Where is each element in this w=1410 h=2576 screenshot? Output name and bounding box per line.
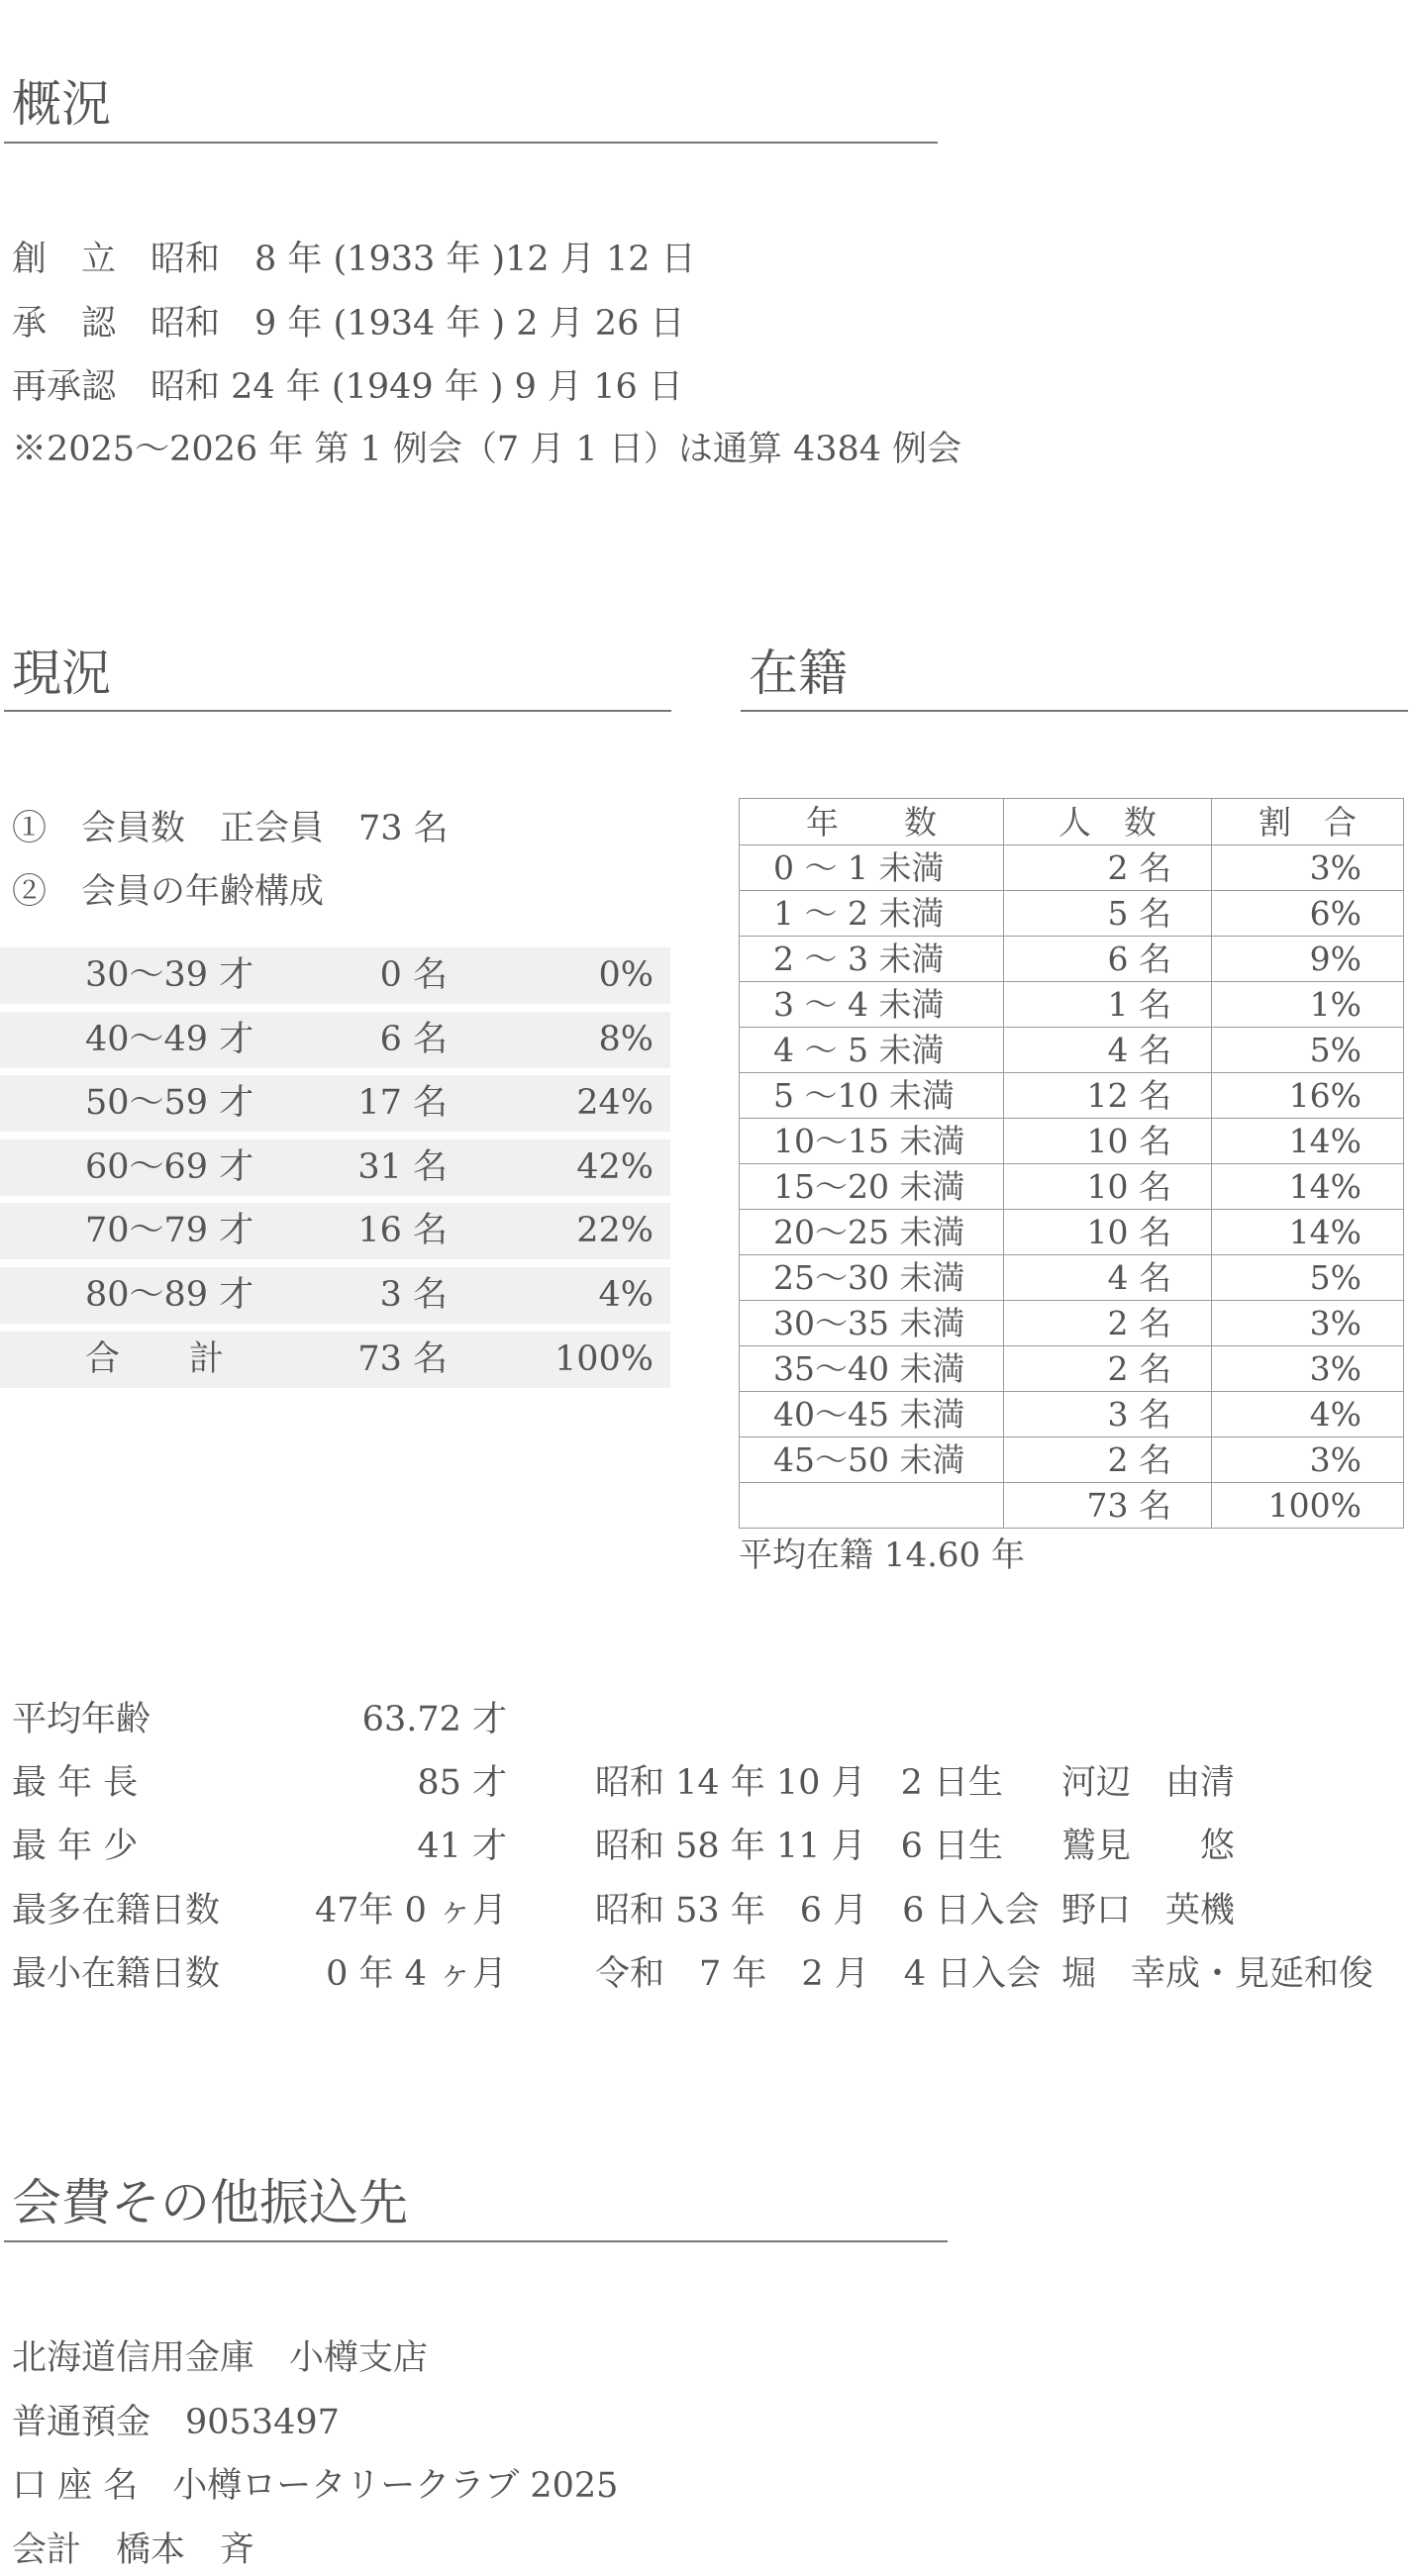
cell-years: 10～15 未満	[740, 1119, 1004, 1164]
tenure-table	[739, 798, 1404, 1529]
col-header-count: 人 数	[1004, 799, 1212, 845]
cell-years: 2 ～ 3 未満	[740, 937, 1004, 982]
cell-years: 3 ～ 4 未満	[740, 982, 1004, 1028]
age-row	[0, 1203, 670, 1259]
avg-age-value: 63.72 才	[361, 1700, 507, 1739]
table-row	[740, 1028, 1404, 1073]
age-count: 17 名	[357, 1083, 448, 1123]
cell-pct: 5%	[1212, 1028, 1404, 1073]
age-pct: 0%	[598, 955, 654, 995]
age-pct: 22%	[576, 1211, 654, 1250]
col-header-pct: 割 合	[1212, 799, 1404, 845]
cell-years: 4 ～ 5 未満	[740, 1028, 1004, 1073]
status-title: 現況	[12, 644, 111, 702]
age-pct: 24%	[576, 1083, 654, 1123]
cell-pct: 3%	[1212, 1301, 1404, 1346]
youngest-name: 鷲見 悠	[1061, 1827, 1236, 1866]
max-tenure-value: 47年 0 ヶ月	[314, 1891, 507, 1931]
cell-years: 25～30 未満	[740, 1255, 1004, 1301]
min-tenure-value: 0 年 4 ヶ月	[326, 1954, 507, 1994]
cell-count: 2 名	[1004, 1437, 1212, 1483]
overview-title-rule	[4, 142, 938, 144]
avg-age-label: 平均年齢	[12, 1700, 151, 1739]
overview-line-approved: 承 認 昭和 9 年 (1934 年 ) 2 月 26 日	[12, 304, 685, 344]
cell-years: 0 ～ 1 未満	[740, 845, 1004, 891]
cell-years: 1 ～ 2 未満	[740, 891, 1004, 937]
min-tenure-date: 令和 7 年 2 月 4 日入会	[595, 1954, 1042, 1994]
cell-years: 30～35 未満	[740, 1301, 1004, 1346]
payment-account-number: 普通預金 9053497	[12, 2403, 340, 2442]
age-total-label: 合 計	[85, 1339, 225, 1379]
cell-pct: 5%	[1212, 1255, 1404, 1301]
cell-count: 2 名	[1004, 1301, 1212, 1346]
youngest-date: 昭和 58 年 11 月 6 日生	[595, 1827, 1003, 1866]
table-row	[740, 1164, 1404, 1210]
cell-count: 3 名	[1004, 1392, 1212, 1437]
cell-count: 10 名	[1004, 1210, 1212, 1255]
age-count: 6 名	[379, 1020, 448, 1059]
age-total-count: 73 名	[357, 1339, 448, 1379]
age-pct: 4%	[598, 1275, 654, 1315]
age-range: 60～69 才	[85, 1147, 254, 1187]
table-row	[740, 1392, 1404, 1437]
table-row	[740, 1073, 1404, 1119]
overview-line-founded: 創 立 昭和 8 年 (1933 年 )12 月 12 日	[12, 240, 696, 279]
cell-count: 2 名	[1004, 1346, 1212, 1392]
age-pct: 42%	[576, 1147, 654, 1187]
table-row	[740, 1255, 1404, 1301]
youngest-label: 最 年 少	[12, 1827, 139, 1866]
table-row	[740, 891, 1404, 937]
cell-years: 40～45 未満	[740, 1392, 1004, 1437]
age-count: 31 名	[357, 1147, 448, 1187]
cell-pct: 16%	[1212, 1073, 1404, 1119]
cell-pct: 3%	[1212, 845, 1404, 891]
age-row	[0, 1012, 670, 1068]
table-row	[740, 1301, 1404, 1346]
table-row	[740, 982, 1404, 1028]
age-count: 0 名	[379, 955, 448, 995]
youngest-value: 41 才	[417, 1827, 507, 1866]
oldest-name: 河辺 由清	[1061, 1763, 1236, 1803]
col-header-years: 年 数	[740, 799, 1004, 845]
table-total-row	[740, 1483, 1404, 1529]
payment-account-name: 口 座 名 小樽ロータリークラブ 2025	[12, 2466, 619, 2506]
age-total-row	[0, 1332, 670, 1388]
max-tenure-label: 最多在籍日数	[12, 1891, 221, 1931]
tenure-title: 在籍	[749, 644, 848, 702]
cell-pct: 3%	[1212, 1437, 1404, 1483]
cell-pct: 3%	[1212, 1346, 1404, 1392]
cell-count: 2 名	[1004, 845, 1212, 891]
cell-count: 6 名	[1004, 937, 1212, 982]
overview-title: 概況	[12, 75, 111, 133]
table-row	[740, 1437, 1404, 1483]
overview-line-reapproved: 再承認 昭和 24 年 (1949 年 ) 9 月 16 日	[12, 367, 683, 407]
cell-total-pct: 100%	[1212, 1483, 1404, 1529]
max-tenure-name: 野口 英機	[1061, 1891, 1236, 1931]
cell-pct: 4%	[1212, 1392, 1404, 1437]
oldest-label: 最 年 長	[12, 1763, 139, 1803]
age-row	[0, 1075, 670, 1132]
cell-years: 35～40 未満	[740, 1346, 1004, 1392]
status-title-rule	[4, 710, 671, 712]
cell-years: 5 ～10 未満	[740, 1073, 1004, 1119]
cell-count: 4 名	[1004, 1028, 1212, 1073]
age-row	[0, 1139, 670, 1196]
payment-bank: 北海道信用金庫 小樽支店	[12, 2338, 429, 2378]
max-tenure-date: 昭和 53 年 6 月 6 日入会	[595, 1891, 1040, 1931]
age-composition-heading: ② 会員の年齢構成	[12, 872, 325, 912]
cell-pct: 14%	[1212, 1164, 1404, 1210]
age-range: 50～59 才	[85, 1083, 254, 1123]
age-total-pct: 100%	[554, 1339, 654, 1379]
tenure-title-rule	[741, 710, 1408, 712]
min-tenure-label: 最小在籍日数	[12, 1954, 221, 1994]
cell-pct: 1%	[1212, 982, 1404, 1028]
cell-pct: 6%	[1212, 891, 1404, 937]
age-range: 70～79 才	[85, 1211, 254, 1250]
age-range: 40～49 才	[85, 1020, 254, 1059]
cell-count: 12 名	[1004, 1073, 1212, 1119]
cell-years: 15～20 未満	[740, 1164, 1004, 1210]
table-row	[740, 937, 1404, 982]
min-tenure-name: 堀 幸成・見延和俊	[1061, 1954, 1374, 1994]
table-row	[740, 845, 1404, 891]
member-count: ① 会員数 正会員 73 名	[12, 809, 449, 848]
table-row	[740, 1119, 1404, 1164]
table-header-row	[740, 799, 1404, 845]
cell-pct: 9%	[1212, 937, 1404, 982]
payment-treasurer: 会計 橋本 斉	[12, 2530, 255, 2570]
age-range: 30～39 才	[85, 955, 254, 995]
cell-count: 10 名	[1004, 1164, 1212, 1210]
oldest-value: 85 才	[417, 1763, 507, 1803]
age-row	[0, 1267, 670, 1324]
overview-line-note: ※2025～2026 年 第 1 例会（7 月 1 日）は通算 4384 例会	[12, 430, 962, 469]
cell-pct: 14%	[1212, 1119, 1404, 1164]
cell-count: 10 名	[1004, 1119, 1212, 1164]
cell-total-empty	[740, 1483, 1004, 1529]
age-count: 3 名	[379, 1275, 448, 1315]
table-row	[740, 1210, 1404, 1255]
table-row	[740, 1346, 1404, 1392]
average-tenure: 平均在籍 14.60 年	[739, 1536, 1025, 1575]
cell-years: 45～50 未満	[740, 1437, 1004, 1483]
age-row	[0, 947, 670, 1004]
payment-title: 会費その他振込先	[12, 2174, 408, 2231]
cell-count: 4 名	[1004, 1255, 1212, 1301]
cell-pct: 14%	[1212, 1210, 1404, 1255]
payment-title-rule	[4, 2240, 948, 2242]
cell-total-count: 73 名	[1004, 1483, 1212, 1529]
age-range: 80～89 才	[85, 1275, 254, 1315]
cell-count: 1 名	[1004, 982, 1212, 1028]
cell-years: 20～25 未満	[740, 1210, 1004, 1255]
cell-count: 5 名	[1004, 891, 1212, 937]
age-count: 16 名	[357, 1211, 448, 1250]
oldest-date: 昭和 14 年 10 月 2 日生	[595, 1763, 1003, 1803]
age-pct: 8%	[598, 1020, 654, 1059]
